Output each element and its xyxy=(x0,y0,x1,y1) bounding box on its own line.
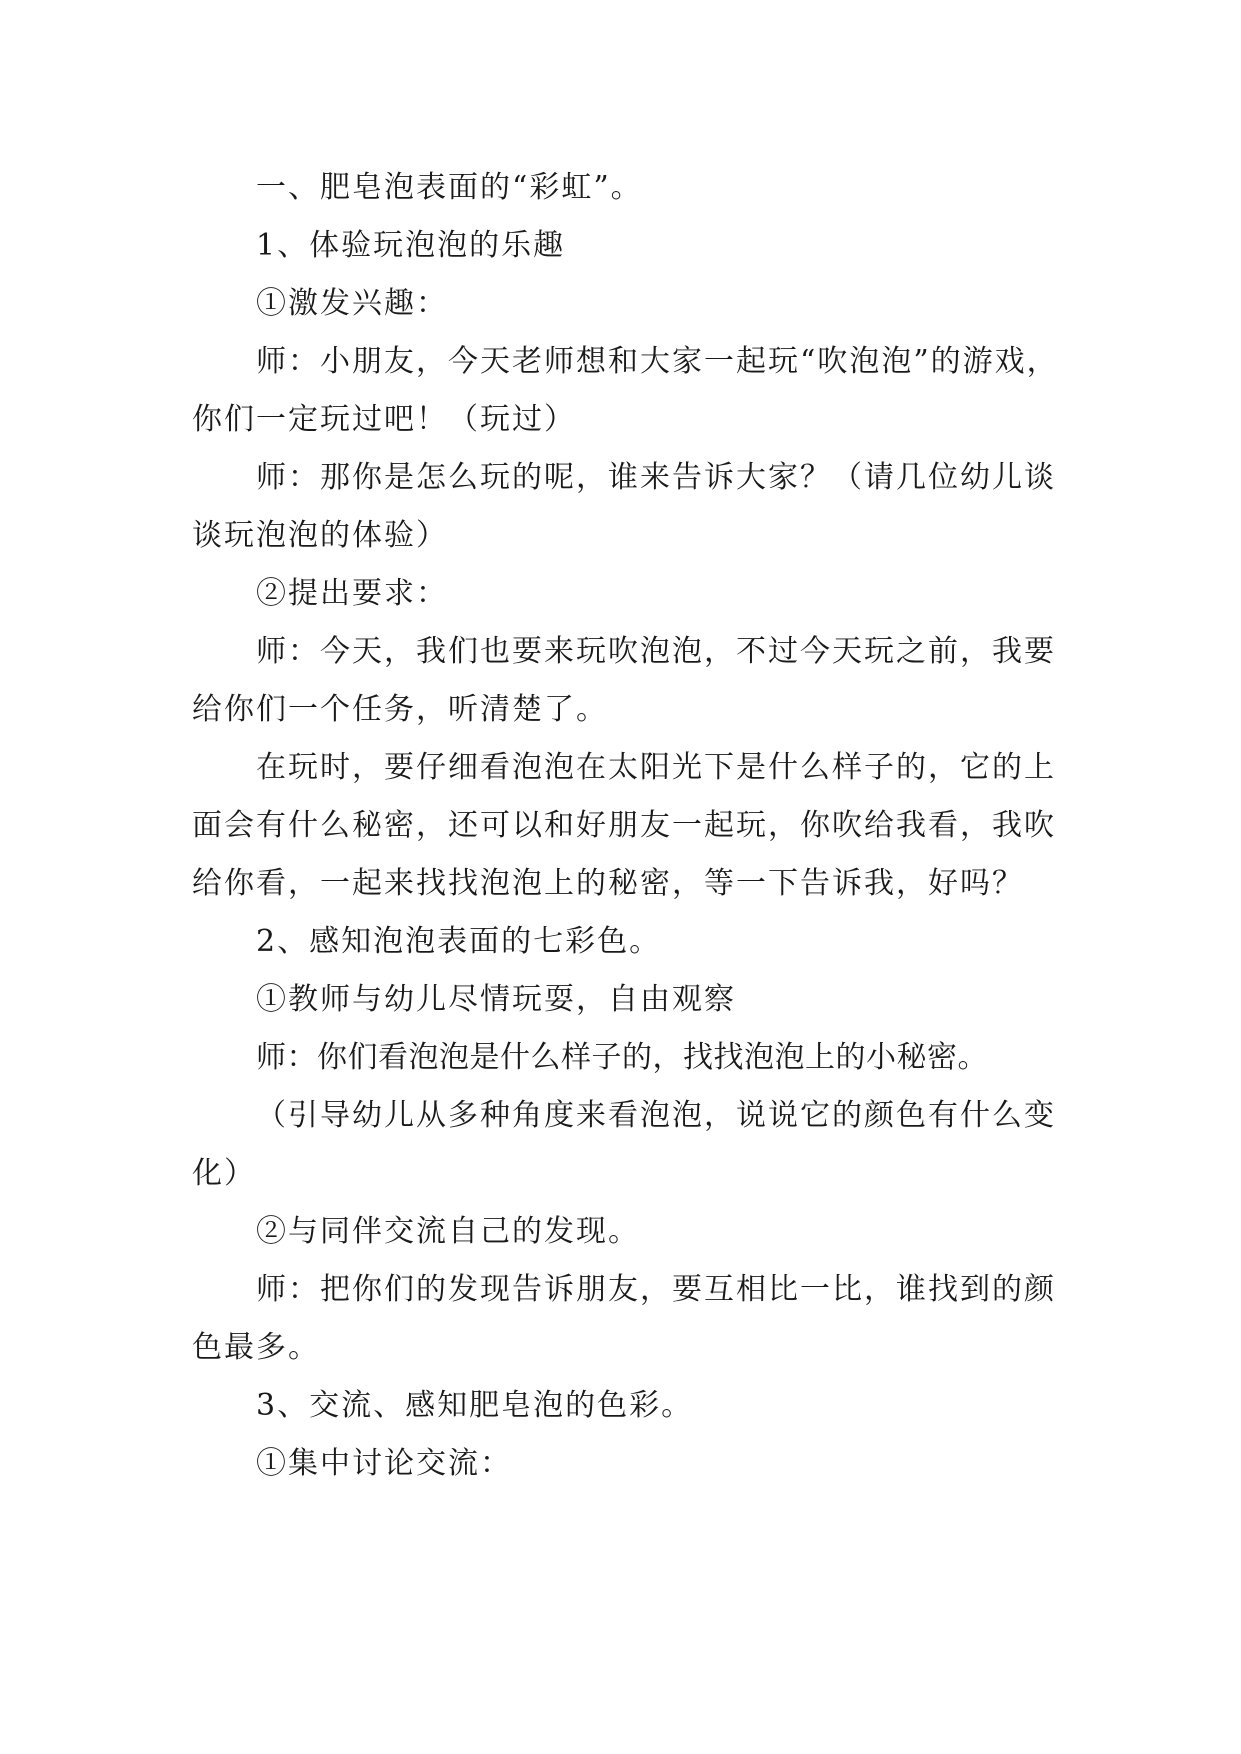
paragraph: 师：小朋友，今天老师想和大家一起玩“吹泡泡”的游戏，你们一定玩过吧！（玩过） xyxy=(192,344,1059,437)
step-heading: ①激发兴趣： xyxy=(256,286,448,321)
paragraph: （引导幼儿从多种角度来看泡泡，说说它的颜色有什么变化） xyxy=(192,1098,1056,1191)
step-heading: ①教师与幼儿尽情玩耍，自由观察 xyxy=(256,982,736,1017)
paragraph: 在玩时，要仔细看泡泡在太阳光下是什么样子的，它的上面会有什么秘密，还可以和好朋友一起玩，你吹给我看，我吹给你看，一起来找找泡泡上的秘密，等一下告诉我，好吗？ xyxy=(192,750,1056,901)
paragraph: 师：把你们的发现告诉朋友，要互相比一比，谁找到的颜色最多。 xyxy=(192,1272,1056,1365)
subsection-heading: 3、交流、感知肥皂泡的色彩。 xyxy=(256,1388,694,1423)
step-heading: ②与同伴交流自己的发现。 xyxy=(256,1214,640,1249)
document-body xyxy=(192,159,1070,1493)
paragraph: 师：今天，我们也要来玩吹泡泡，不过今天玩之前，我要给你们一个任务，听清楚了。 xyxy=(192,634,1056,727)
subsection-heading: 2、感知泡泡表面的七彩色。 xyxy=(256,924,662,959)
step-heading: ②提出要求： xyxy=(256,576,448,611)
paragraph: 师：那你是怎么玩的呢，谁来告诉大家？（请几位幼儿谈谈玩泡泡的体验） xyxy=(192,460,1056,553)
step-heading: ①集中讨论交流： xyxy=(256,1446,512,1481)
section-heading: 一、肥皂泡表面的“彩虹”。 xyxy=(256,170,643,205)
paragraph: 师：你们看泡泡是什么样子的，找找泡泡上的小秘密。 xyxy=(256,1040,988,1075)
subsection-heading: 1、体验玩泡泡的乐趣 xyxy=(256,228,566,263)
